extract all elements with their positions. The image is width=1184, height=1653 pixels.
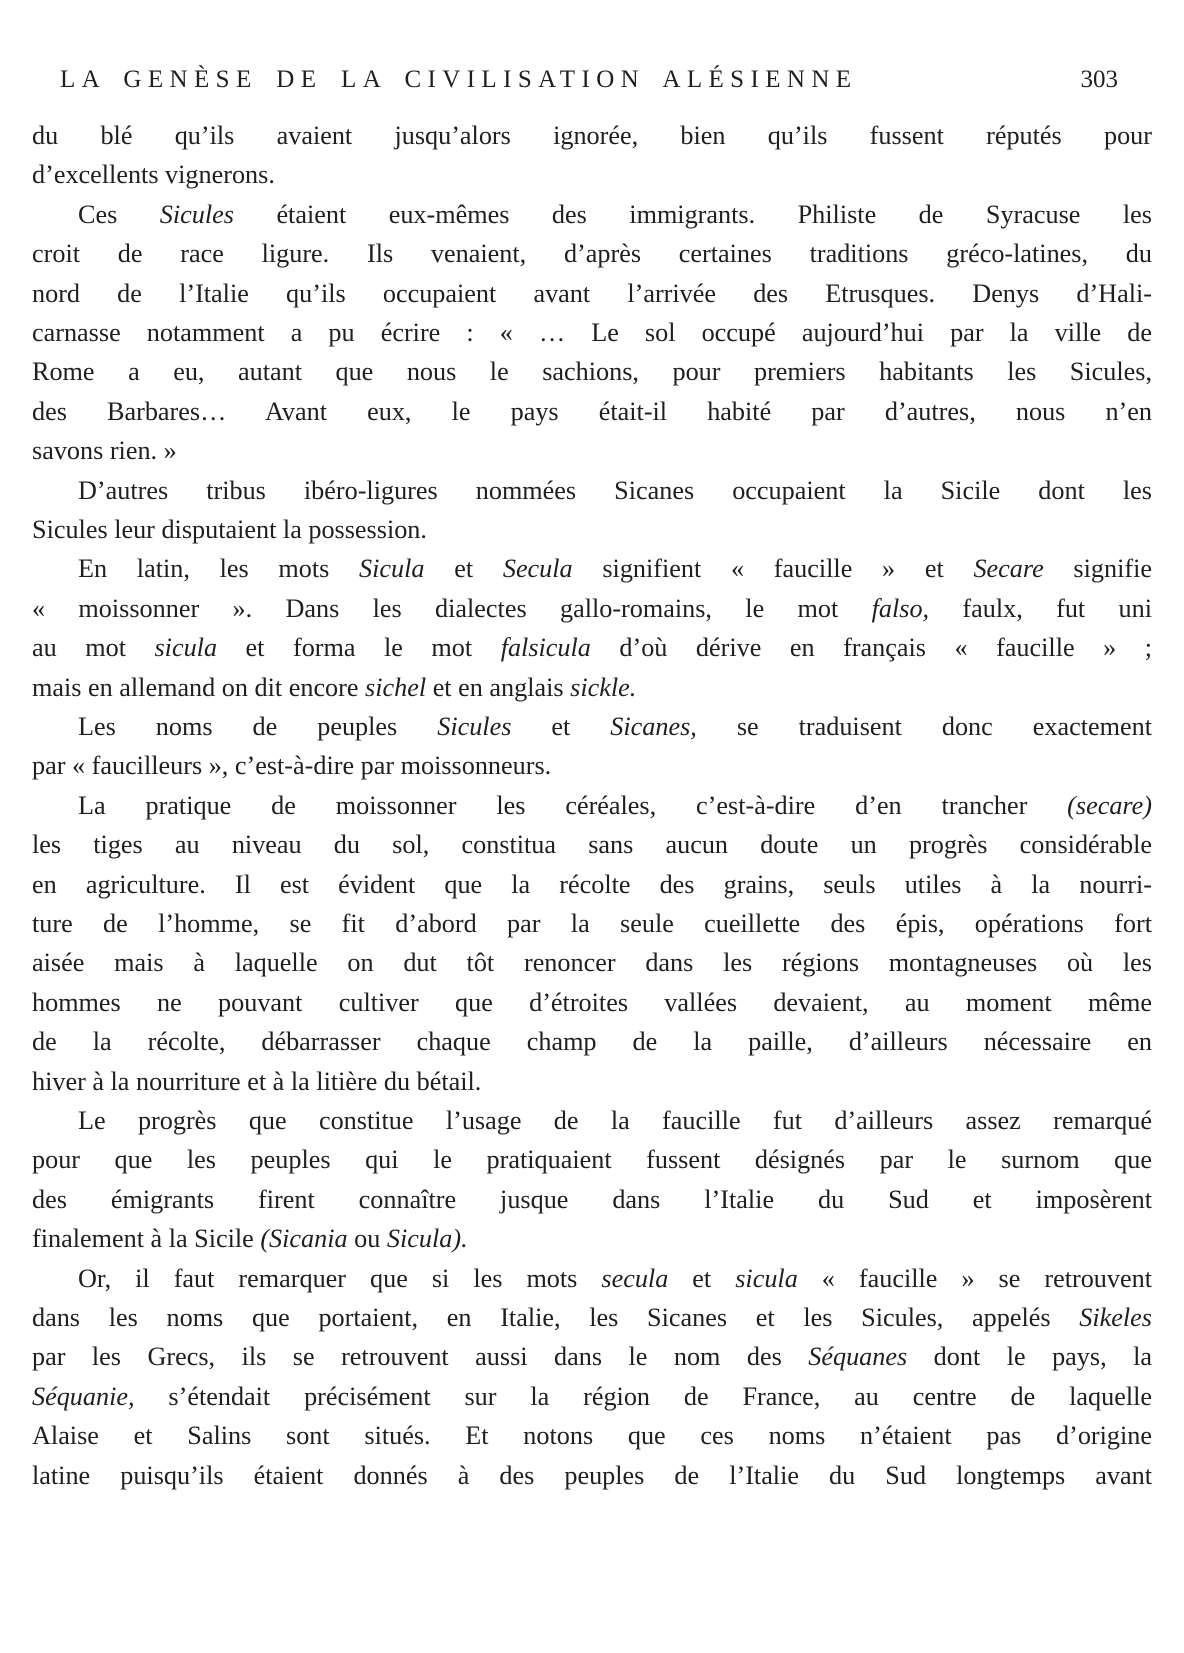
text-run: finalement à la Sicile bbox=[32, 1224, 261, 1254]
text-run: signifient « faucille » et bbox=[572, 554, 974, 584]
text-run: aisée mais à laquelle on dut tôt renoncer dans les régions montagneuses où les bbox=[32, 948, 1152, 978]
text-run: hiver à la nourriture et à la litière du bétail. bbox=[32, 1066, 482, 1096]
text-run: les tiges au niveau du sol, constitua sans aucun doute un progrès considérable bbox=[32, 830, 1152, 860]
text-run: étaient eux-mêmes des immigrants. Philiste de Syracuse les bbox=[233, 199, 1152, 229]
text-line bbox=[32, 1261, 1152, 1297]
text-line bbox=[32, 906, 1152, 942]
italic-term: sichel bbox=[365, 672, 427, 702]
text-run: et bbox=[668, 1263, 736, 1293]
text-line bbox=[32, 1221, 1152, 1257]
text-line bbox=[32, 1103, 1152, 1139]
text-line bbox=[32, 1379, 1152, 1415]
page-number: 303 bbox=[1080, 66, 1118, 93]
text-line bbox=[32, 945, 1152, 981]
text-run: « moissonner ». Dans les dialectes gallo-romains, le mot bbox=[32, 593, 872, 623]
text-line bbox=[32, 512, 1152, 548]
text-run: Or, il faut remarquer que si les mots bbox=[78, 1263, 602, 1293]
text-run: des émigrants firent connaître jusque dans l’Italie du Sud et imposèrent bbox=[32, 1184, 1152, 1214]
text-line bbox=[32, 1024, 1152, 1060]
italic-term: (Sicania bbox=[260, 1224, 348, 1254]
italic-term: Séquanes bbox=[808, 1342, 908, 1372]
text-line bbox=[32, 276, 1152, 312]
text-line bbox=[32, 709, 1152, 745]
italic-term: falso, bbox=[871, 593, 930, 623]
text-line bbox=[32, 985, 1152, 1021]
text-line bbox=[32, 197, 1152, 233]
italic-term: secula bbox=[601, 1263, 669, 1293]
text-run: du blé qu’ils avaient jusqu’alors ignorée, bien qu’ils fussent réputés pour bbox=[32, 121, 1152, 150]
text-line bbox=[32, 118, 1152, 154]
text-line bbox=[32, 157, 1152, 193]
text-line bbox=[32, 236, 1152, 272]
text-run: nord de l’Italie qu’ils occupaient avant l’arrivée des Etrusques. Denys d’Hali- bbox=[32, 278, 1152, 308]
text-line bbox=[32, 354, 1152, 390]
text-run: D’autres tribus ibéro-ligures nommées Sicanes occupaient la Sicile dont les bbox=[78, 475, 1152, 505]
text-run: hommes ne pouvant cultiver que d’étroites vallées devaient, au moment même bbox=[32, 987, 1152, 1017]
italic-term: Sikeles bbox=[1079, 1303, 1152, 1332]
text-line bbox=[32, 827, 1152, 863]
text-run: ou bbox=[347, 1224, 387, 1254]
text-run: « faucille » se retrouvent bbox=[797, 1263, 1152, 1293]
text-run: ture de l’homme, se fit d’abord par la seule cueillette des épis, opérations fort bbox=[32, 909, 1152, 938]
italic-term: sickle. bbox=[570, 672, 637, 702]
text-line bbox=[32, 1458, 1152, 1494]
text-line bbox=[32, 748, 1152, 784]
italic-term: sicula bbox=[154, 633, 218, 663]
text-line bbox=[32, 1339, 1152, 1375]
running-head bbox=[32, 64, 1152, 96]
text-run: d’où dérive en français « faucille » ; bbox=[590, 633, 1152, 663]
text-run: se traduisent donc exactement bbox=[696, 712, 1152, 741]
book-page bbox=[32, 0, 1152, 1653]
italic-term: Secare bbox=[973, 554, 1044, 584]
text-run: et bbox=[511, 712, 611, 741]
text-run: par « faucilleurs », c’est-à-dire par moissonneurs. bbox=[32, 751, 552, 781]
italic-term: (secare) bbox=[1067, 790, 1152, 820]
text-line bbox=[32, 670, 1152, 706]
text-run: par les Grecs, ils se retrouvent aussi dans le nom des bbox=[32, 1342, 809, 1372]
text-line bbox=[32, 394, 1152, 430]
text-run: Rome a eu, autant que nous le sachions, pour premiers habitants les Sicules, bbox=[32, 357, 1152, 387]
text-run: des Barbares… Avant eux, le pays était-il habité par d’autres, nous n’en bbox=[32, 396, 1152, 426]
text-run: d’excellents vignerons. bbox=[32, 160, 275, 190]
text-line bbox=[32, 1182, 1152, 1218]
italic-term: Sicules bbox=[437, 712, 512, 741]
italic-term: Sicula bbox=[359, 554, 425, 584]
text-run: croit de race ligure. Ils venaient, d’après certaines traditions gréco-latines, du bbox=[32, 239, 1152, 269]
text-line bbox=[32, 1064, 1152, 1100]
text-run: En latin, les mots bbox=[78, 554, 360, 584]
text-run: signifie bbox=[1043, 554, 1152, 584]
text-run: de la récolte, débarrasser chaque champ de la paille, d’ailleurs nécessaire en bbox=[32, 1027, 1152, 1057]
text-run: dont le pays, la bbox=[907, 1342, 1153, 1372]
text-line bbox=[32, 630, 1152, 666]
text-line bbox=[32, 867, 1152, 903]
italic-term: Secula bbox=[502, 554, 573, 584]
italic-term: Séquanie, bbox=[32, 1381, 135, 1411]
text-line bbox=[32, 1418, 1152, 1454]
text-line bbox=[32, 473, 1152, 509]
text-run: et forma le mot bbox=[217, 633, 501, 663]
italic-term: Sicanes, bbox=[610, 712, 697, 741]
text-line bbox=[32, 551, 1152, 587]
text-line bbox=[32, 1300, 1152, 1336]
text-run: La pratique de moissonner les céréales, c’est-à-dire d’en trancher bbox=[78, 790, 1068, 820]
text-run: savons rien. » bbox=[32, 436, 177, 466]
running-title: LA GENÈSE DE LA CIVILISATION ALÉSIENNE bbox=[60, 66, 858, 93]
text-run: et bbox=[424, 554, 503, 584]
text-run: latine puisqu’ils étaient donnés à des peuples de l’Italie du Sud longtemps avant bbox=[32, 1460, 1152, 1490]
text-run: Les noms de peuples bbox=[78, 712, 438, 741]
text-line bbox=[32, 788, 1152, 824]
text-line bbox=[32, 433, 1152, 469]
text-run: faulx, fut uni bbox=[929, 593, 1152, 623]
text-run: Sicules leur disputaient la possession. bbox=[32, 515, 427, 544]
text-run: pour que les peuples qui le pratiquaient fussent désignés par le surnom que bbox=[32, 1145, 1152, 1175]
text-run: et en anglais bbox=[426, 672, 571, 702]
italic-term: Sicules bbox=[159, 199, 234, 229]
text-line bbox=[32, 315, 1152, 351]
text-run: s’étendait précisément sur la région de France, au centre de laquelle bbox=[134, 1381, 1152, 1411]
text-run: au mot bbox=[32, 633, 155, 663]
text-line bbox=[32, 591, 1152, 627]
text-run: Le progrès que constitue l’usage de la faucille fut d’ailleurs assez remarqué bbox=[78, 1106, 1152, 1135]
text-run: Ces bbox=[78, 199, 160, 229]
italic-term: Sicula). bbox=[386, 1224, 468, 1254]
italic-term: sicula bbox=[735, 1263, 798, 1293]
text-run: carnasse notamment a pu écrire : « … Le sol occupé aujourd’hui par la ville de bbox=[32, 318, 1152, 347]
text-run: mais en allemand on dit encore bbox=[32, 672, 366, 702]
italic-term: falsicula bbox=[500, 633, 591, 663]
text-run: Alaise et Salins sont situés. Et notons que ces noms n’étaient pas d’origine bbox=[32, 1421, 1152, 1451]
text-line bbox=[32, 1142, 1152, 1178]
text-run: en agriculture. Il est évident que la récolte des grains, seuls utiles à la nourri- bbox=[32, 869, 1152, 899]
text-run: dans les noms que portaient, en Italie, les Sicanes et les Sicules, appelés bbox=[32, 1303, 1080, 1332]
